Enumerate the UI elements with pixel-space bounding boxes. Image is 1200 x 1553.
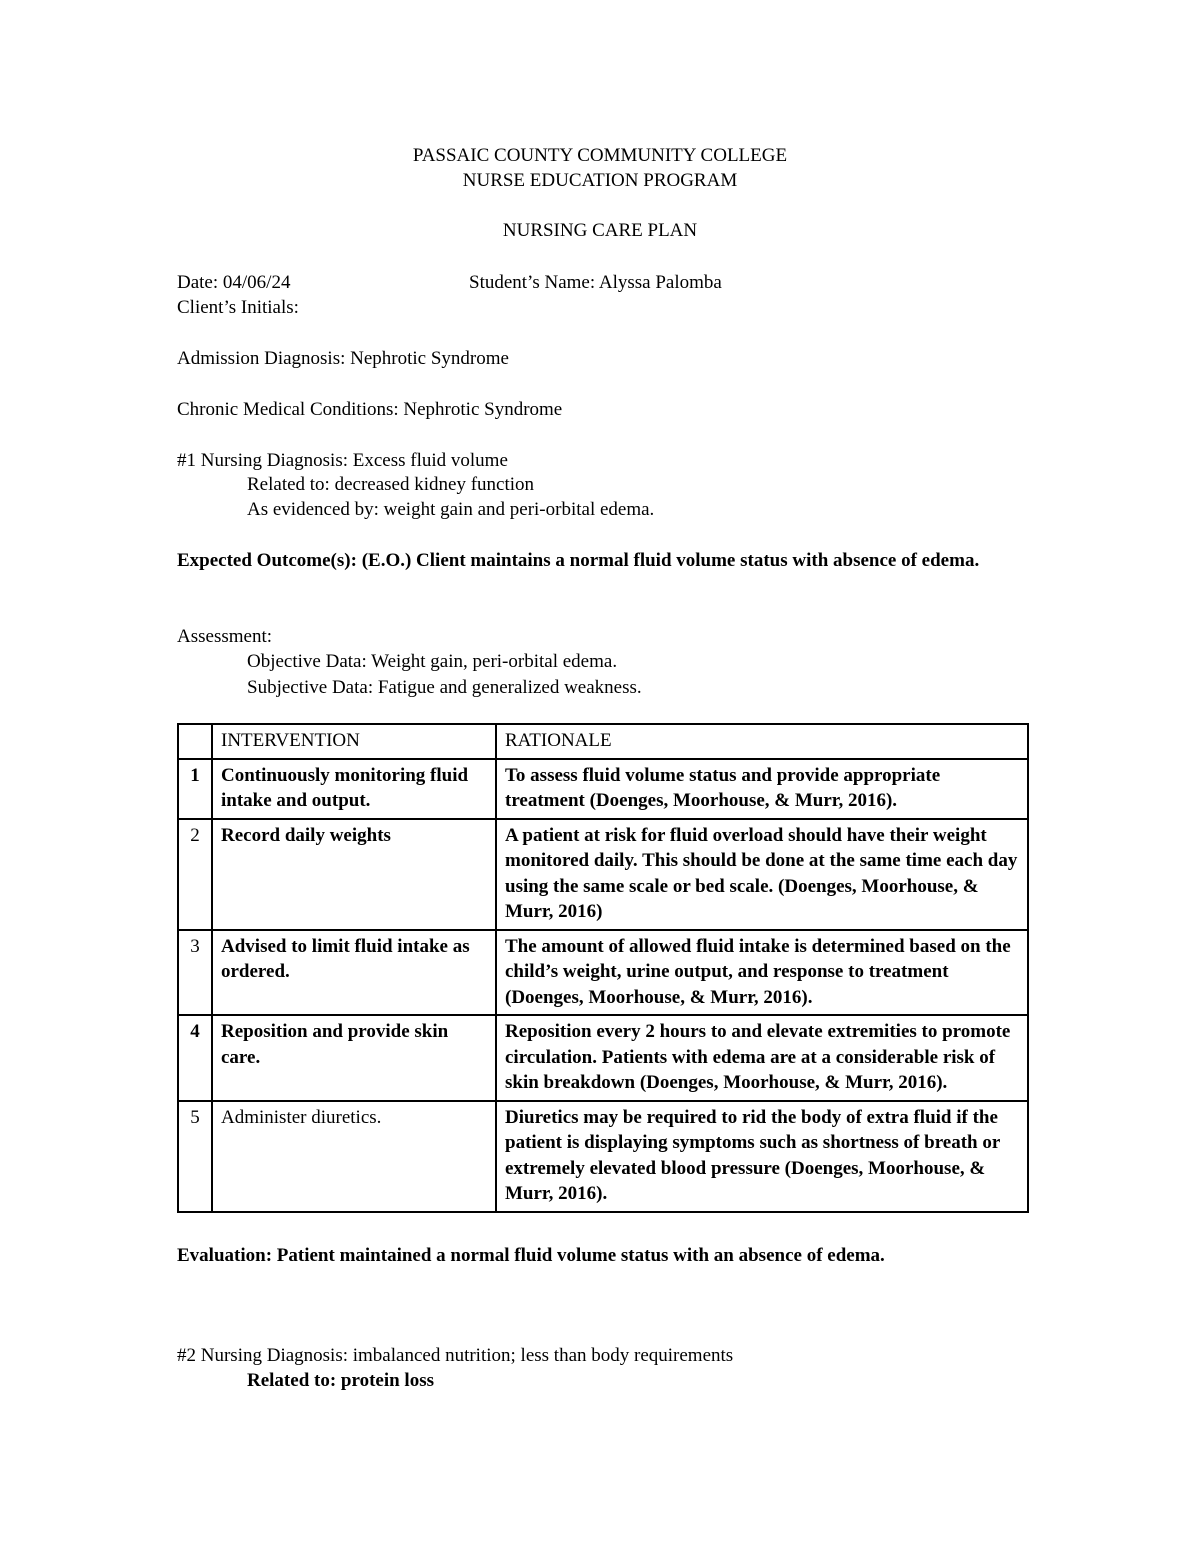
nursing-diagnosis-2-label: #2 Nursing Diagnosis:: [177, 1345, 348, 1366]
expected-outcome-label: Expected Outcome(s):: [177, 550, 357, 571]
row-number: 4: [178, 1015, 212, 1101]
evidenced-by-1: [247, 497, 654, 522]
evaluation-label: Evaluation:: [177, 1245, 273, 1266]
admission-diagnosis-label: Admission Diagnosis:: [177, 348, 346, 369]
related-to-2-value: protein loss: [340, 1370, 435, 1391]
table-row: [178, 1101, 1028, 1212]
document-title: NURSING CARE PLAN: [502, 220, 698, 241]
header-rationale: RATIONALE: [496, 724, 1028, 759]
chronic-conditions-value: Nephrotic Syndrome: [403, 399, 563, 420]
chronic-conditions-label: Chronic Medical Conditions:: [177, 399, 399, 420]
table-row: [178, 930, 1028, 1016]
student-name-label: Student’s Name:: [469, 272, 596, 293]
row-number: 1: [178, 759, 212, 819]
row-number: 5: [178, 1101, 212, 1212]
student-name-value: Alyssa Palomba: [598, 272, 722, 293]
nursing-diagnosis-1-value: Excess fluid volume: [352, 450, 508, 471]
nursing-diagnosis-1: [177, 448, 508, 473]
nursing-diagnosis-2-value: imbalanced nutrition; less than body requirements: [352, 1345, 734, 1366]
table-row: [178, 819, 1028, 930]
related-to-2: [247, 1368, 434, 1393]
intervention-cell: Record daily weights: [212, 819, 496, 930]
chronic-conditions: [177, 397, 562, 422]
header-num: [178, 724, 212, 759]
related-to-1: [247, 472, 534, 497]
intervention-cell: Reposition and provide skin care.: [212, 1015, 496, 1101]
table-header-row: [178, 724, 1028, 759]
assessment-label: Assessment:: [177, 626, 272, 647]
admission-diagnosis-value: Nephrotic Syndrome: [350, 348, 509, 369]
rationale-cell: To assess fluid volume status and provide appropriate treatment (Doenges, Moorhouse, & Murr, 2016).: [496, 759, 1028, 819]
row-number: 3: [178, 930, 212, 1016]
program-name: NURSE EDUCATION PROGRAM: [462, 170, 738, 191]
intervention-cell: Advised to limit fluid intake as ordered.: [212, 930, 496, 1016]
intervention-cell: Continuously monitoring fluid intake and output.: [212, 759, 496, 819]
table-row: [178, 1015, 1028, 1101]
objective-data: Objective Data: Weight gain, peri-orbital edema.: [247, 651, 618, 672]
nursing-diagnosis-1-label: #1 Nursing Diagnosis:: [177, 450, 348, 471]
expected-outcome: [177, 548, 1027, 573]
related-to-1-value: decreased kidney function: [334, 474, 535, 495]
intervention-cell: Administer diuretics.: [212, 1101, 496, 1212]
rationale-cell: Reposition every 2 hours to and elevate extremities to promote circulation. Patients with edema are at a considerable risk of skin breakdown (Doenges, Moorhouse, & Murr, 2016).: [496, 1015, 1028, 1101]
evaluation: [177, 1243, 885, 1268]
date-value: 04/06/24: [222, 272, 291, 293]
college-name: PASSAIC COUNTY COMMUNITY COLLEGE: [412, 145, 788, 166]
date-label: Date:: [177, 272, 219, 293]
rationale-cell: The amount of allowed fluid intake is determined based on the child’s weight, urine output, and response to treatment (Doenges, Moorhouse, & Murr, 2016).: [496, 930, 1028, 1016]
rationale-cell: Diuretics may be required to rid the body of extra fluid if the patient is displaying symptoms such as shortness of breath or extremely elevated blood pressure (Doenges, Moorhouse, & Murr, 2016).: [496, 1101, 1028, 1212]
row-number: 2: [178, 819, 212, 930]
admission-diagnosis: [177, 346, 509, 371]
intervention-table: [177, 723, 1029, 1213]
expected-outcome-value: (E.O.) Client maintains a normal fluid volume status with absence of edema.: [361, 550, 980, 571]
rationale-cell: A patient at risk for fluid overload should have their weight monitored daily. This should be done at the same time each day using the same scale or bed scale. (Doenges, Moorhouse, & Murr, 2016): [496, 819, 1028, 930]
client-initials-label: Client’s Initials:: [177, 297, 299, 318]
subjective-data: Subjective Data: Fatigue and generalized weakness.: [247, 677, 642, 698]
table-row: [178, 759, 1028, 819]
evidenced-by-1-value: weight gain and peri-orbital edema.: [383, 499, 655, 520]
date-line: [177, 270, 290, 295]
evaluation-value: Patient maintained a normal fluid volume status with an absence of edema.: [276, 1245, 885, 1266]
related-to-2-label: Related to:: [247, 1370, 337, 1391]
student-name-line: [469, 270, 722, 295]
related-to-1-label: Related to:: [247, 474, 330, 495]
nursing-diagnosis-2: [177, 1343, 733, 1368]
evidenced-by-1-label: As evidenced by:: [247, 499, 379, 520]
header-intervention: INTERVENTION: [212, 724, 496, 759]
